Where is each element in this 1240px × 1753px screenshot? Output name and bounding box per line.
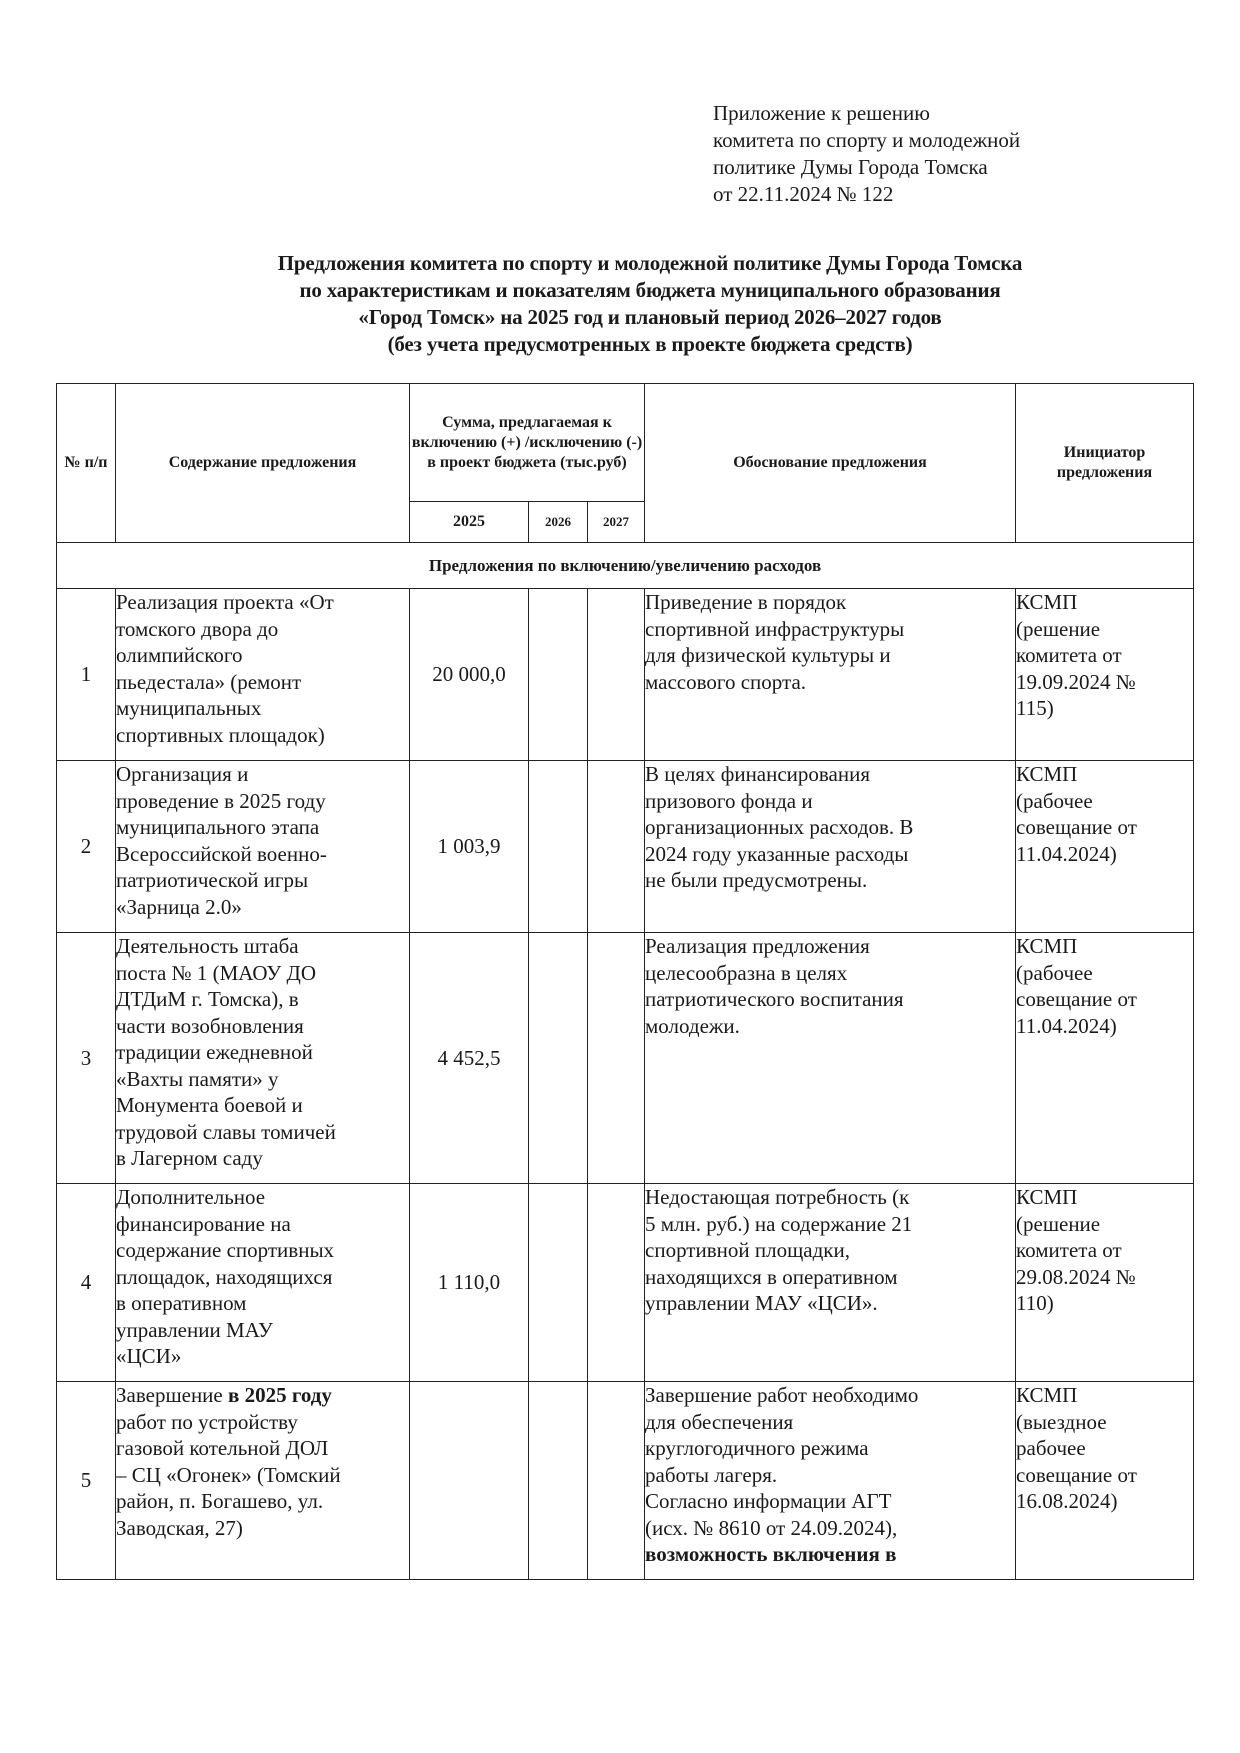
amount-2027 bbox=[588, 933, 645, 1184]
text-line: (решение bbox=[1016, 1211, 1101, 1236]
text-line: финансирование на bbox=[116, 1211, 291, 1236]
text-line: 11.04.2024) bbox=[1016, 841, 1117, 866]
text-line: «Вахты памяти» у bbox=[116, 1066, 279, 1091]
text-line: пьедестала» (ремонт bbox=[116, 669, 302, 694]
table-row bbox=[57, 589, 1194, 761]
text-line: для обеспечения bbox=[645, 1409, 794, 1434]
text-line: Реализация предложения bbox=[645, 934, 870, 958]
text-line: ДТДиМ г. Томска), в bbox=[116, 987, 299, 1011]
text-line: находящихся в оперативном bbox=[645, 1264, 898, 1289]
row-content bbox=[116, 589, 410, 761]
row-num: 2 bbox=[57, 761, 116, 933]
text-bold: в 2025 году bbox=[228, 1383, 332, 1407]
amount-2027 bbox=[588, 1382, 645, 1580]
text-line: (исх. № 8610 от 24.09.2024), bbox=[645, 1515, 898, 1540]
text-line: 16.08.2024) bbox=[1016, 1489, 1118, 1513]
text-line: трудовой славы томичей bbox=[116, 1119, 336, 1144]
text-line: 19.09.2024 № bbox=[1016, 669, 1136, 694]
header-year-2025: 2025 bbox=[410, 502, 529, 543]
text-line: Заводская, 27) bbox=[116, 1515, 243, 1540]
amount-2026 bbox=[529, 1382, 588, 1580]
row-initiator bbox=[1016, 589, 1194, 761]
text-line: муниципального этапа bbox=[116, 815, 320, 839]
row-num: 4 bbox=[57, 1184, 116, 1382]
text-line: КСМП bbox=[1016, 762, 1078, 786]
text-line: (рабочее bbox=[1016, 788, 1093, 813]
amount-2027 bbox=[588, 589, 645, 761]
text-line: Организация и bbox=[116, 762, 249, 786]
text-line: Деятельность штаба bbox=[116, 934, 299, 958]
row-initiator bbox=[1016, 933, 1194, 1184]
row-justification bbox=[645, 933, 1016, 1184]
text-line: призового фонда и bbox=[645, 788, 813, 813]
amount-2025: 1 110,0 bbox=[410, 1184, 529, 1382]
appendix-line: Приложение к решению bbox=[713, 101, 930, 125]
row-num: 1 bbox=[57, 589, 116, 761]
text-line: комитета от bbox=[1016, 1238, 1122, 1262]
amount-2026 bbox=[529, 589, 588, 761]
text-line: комитета от bbox=[1016, 643, 1122, 667]
text-line: КСМП bbox=[1016, 590, 1078, 614]
text-line: Всероссийской военно- bbox=[116, 841, 327, 866]
text-line-bold: возможность включения в bbox=[645, 1542, 897, 1566]
text-line: олимпийского bbox=[116, 643, 243, 667]
text-line: КСМП bbox=[1016, 1185, 1078, 1209]
text-line: муниципальных bbox=[116, 696, 262, 720]
text-line: (рабочее bbox=[1016, 960, 1093, 985]
table-row bbox=[57, 761, 1194, 933]
text-line: круглогодичного режима bbox=[645, 1436, 869, 1460]
text-line: в Лагерном саду bbox=[116, 1146, 263, 1170]
title-line: по характеристикам и показателям бюджета муниципального образования bbox=[299, 278, 1001, 302]
appendix-line: от 22.11.2024 № 122 bbox=[713, 182, 894, 206]
text-line bbox=[116, 1382, 409, 1409]
title-line: (без учета предусмотренных в проекте бюджета средств) bbox=[387, 332, 913, 356]
table-row bbox=[57, 933, 1194, 1184]
text-line: район, п. Богашево, ул. bbox=[116, 1489, 324, 1513]
text-line: для физической культуры и bbox=[645, 643, 891, 667]
text-line: 11.04.2024) bbox=[1016, 1013, 1117, 1038]
text-line: Монумента боевой и bbox=[116, 1093, 303, 1117]
text-line: спортивных площадок) bbox=[116, 722, 325, 747]
text-line: патриотической игры bbox=[116, 868, 309, 892]
text-line: «ЦСИ» bbox=[116, 1344, 182, 1368]
text-line: Завершение работ необходимо bbox=[645, 1383, 919, 1407]
row-initiator bbox=[1016, 1382, 1194, 1580]
row-justification bbox=[645, 1382, 1016, 1580]
text-line: (решение bbox=[1016, 616, 1101, 641]
row-content bbox=[116, 933, 410, 1184]
amount-2026 bbox=[529, 761, 588, 933]
row-justification bbox=[645, 1184, 1016, 1382]
header-year-2027: 2027 bbox=[588, 502, 645, 543]
amount-2026 bbox=[529, 1184, 588, 1382]
text-line: Недостающая потребность (к bbox=[645, 1185, 910, 1209]
amount-2025: 20 000,0 bbox=[410, 589, 529, 761]
text-line: содержание спортивных bbox=[116, 1238, 335, 1262]
text-line: патриотического воспитания bbox=[645, 987, 904, 1011]
row-justification bbox=[645, 589, 1016, 761]
text-line: части возобновления bbox=[116, 1013, 304, 1038]
amount-2025 bbox=[410, 1382, 529, 1580]
text-line: массового спорта. bbox=[645, 669, 807, 694]
text-line: (выездное bbox=[1016, 1409, 1107, 1434]
text-line: традиции ежедневной bbox=[116, 1040, 313, 1064]
table-row bbox=[57, 1382, 1194, 1580]
text-line: совещание от bbox=[1016, 987, 1137, 1011]
table-row bbox=[57, 1184, 1194, 1382]
text-line: не были предусмотрены. bbox=[645, 868, 868, 892]
text-line: КСМП bbox=[1016, 934, 1078, 958]
row-num: 3 bbox=[57, 933, 116, 1184]
title-line: Предложения комитета по спорту и молодежной политике Думы Города Томска bbox=[277, 251, 1023, 275]
text-line: поста № 1 (МАОУ ДО bbox=[116, 960, 317, 985]
text-line: Согласно информации АГТ bbox=[645, 1489, 892, 1513]
title-line: «Город Томск» на 2025 год и плановый период 2026–2027 годов bbox=[358, 305, 942, 329]
text-line: Приведение в порядок bbox=[645, 590, 847, 614]
row-num: 5 bbox=[57, 1382, 116, 1580]
amount-2027 bbox=[588, 1184, 645, 1382]
text-plain: Завершение bbox=[116, 1383, 228, 1407]
text-line: площадок, находящихся bbox=[116, 1264, 333, 1289]
text-line: управлении МАУ «ЦСИ». bbox=[645, 1291, 878, 1315]
proposals-table bbox=[56, 383, 1194, 1580]
text-line: спортивной площадки, bbox=[645, 1238, 850, 1262]
row-content bbox=[116, 1382, 410, 1580]
text-line: молодежи. bbox=[645, 1013, 740, 1038]
text-line: Реализация проекта «От bbox=[116, 590, 334, 614]
amount-2025: 4 452,5 bbox=[410, 933, 529, 1184]
header-content: Содержание предложения bbox=[116, 384, 410, 543]
text-line: 29.08.2024 № bbox=[1016, 1264, 1136, 1289]
header-sum: Сумма, предлагаемая к включению (+) /исключению (-) в проект бюджета (тыс.руб) bbox=[410, 384, 645, 502]
header-year-2026: 2026 bbox=[529, 502, 588, 543]
appendix-line: комитета по спорту и молодежной bbox=[713, 128, 1021, 152]
header-initiator: Инициатор предложения bbox=[1016, 384, 1194, 543]
row-initiator bbox=[1016, 761, 1194, 933]
text-line: томского двора до bbox=[116, 616, 279, 641]
section-header: Предложения по включению/увеличению расходов bbox=[57, 543, 1194, 589]
text-line: целесообразна в целях bbox=[645, 960, 848, 985]
text-line: – СЦ «Огонек» (Томский bbox=[116, 1462, 341, 1487]
text-line: газовой котельной ДОЛ bbox=[116, 1436, 329, 1460]
text-line: 5 млн. руб.) на содержание 21 bbox=[645, 1211, 913, 1236]
text-line: работы лагеря. bbox=[645, 1462, 778, 1487]
text-line: проведение в 2025 году bbox=[116, 788, 326, 813]
text-line: 110) bbox=[1016, 1291, 1054, 1315]
document-title bbox=[150, 250, 1150, 358]
amount-2025: 1 003,9 bbox=[410, 761, 529, 933]
row-justification bbox=[645, 761, 1016, 933]
text-line: В целях финансирования bbox=[645, 762, 871, 786]
amount-2026 bbox=[529, 933, 588, 1184]
text-line: организационных расходов. В bbox=[645, 815, 914, 839]
row-content bbox=[116, 1184, 410, 1382]
text-line: КСМП bbox=[1016, 1383, 1078, 1407]
text-line: рабочее bbox=[1016, 1436, 1086, 1460]
text-line: работ по устройству bbox=[116, 1409, 298, 1434]
amount-2027 bbox=[588, 761, 645, 933]
text-line: совещание от bbox=[1016, 1462, 1137, 1487]
text-line: в оперативном bbox=[116, 1291, 247, 1315]
text-line: 2024 году указанные расходы bbox=[645, 841, 909, 866]
text-line: «Зарница 2.0» bbox=[116, 894, 242, 919]
text-line: Дополнительное bbox=[116, 1185, 266, 1209]
text-line: 115) bbox=[1016, 696, 1054, 720]
text-line: управлении МАУ bbox=[116, 1317, 273, 1342]
header-num: № п/п bbox=[57, 384, 116, 543]
text-line: спортивной инфраструктуры bbox=[645, 616, 905, 641]
appendix-line: политике Думы Города Томска bbox=[713, 155, 988, 179]
appendix-note bbox=[713, 100, 1133, 208]
text-line: совещание от bbox=[1016, 815, 1137, 839]
row-content bbox=[116, 761, 410, 933]
header-justification: Обоснование предложения bbox=[645, 384, 1016, 543]
row-initiator bbox=[1016, 1184, 1194, 1382]
